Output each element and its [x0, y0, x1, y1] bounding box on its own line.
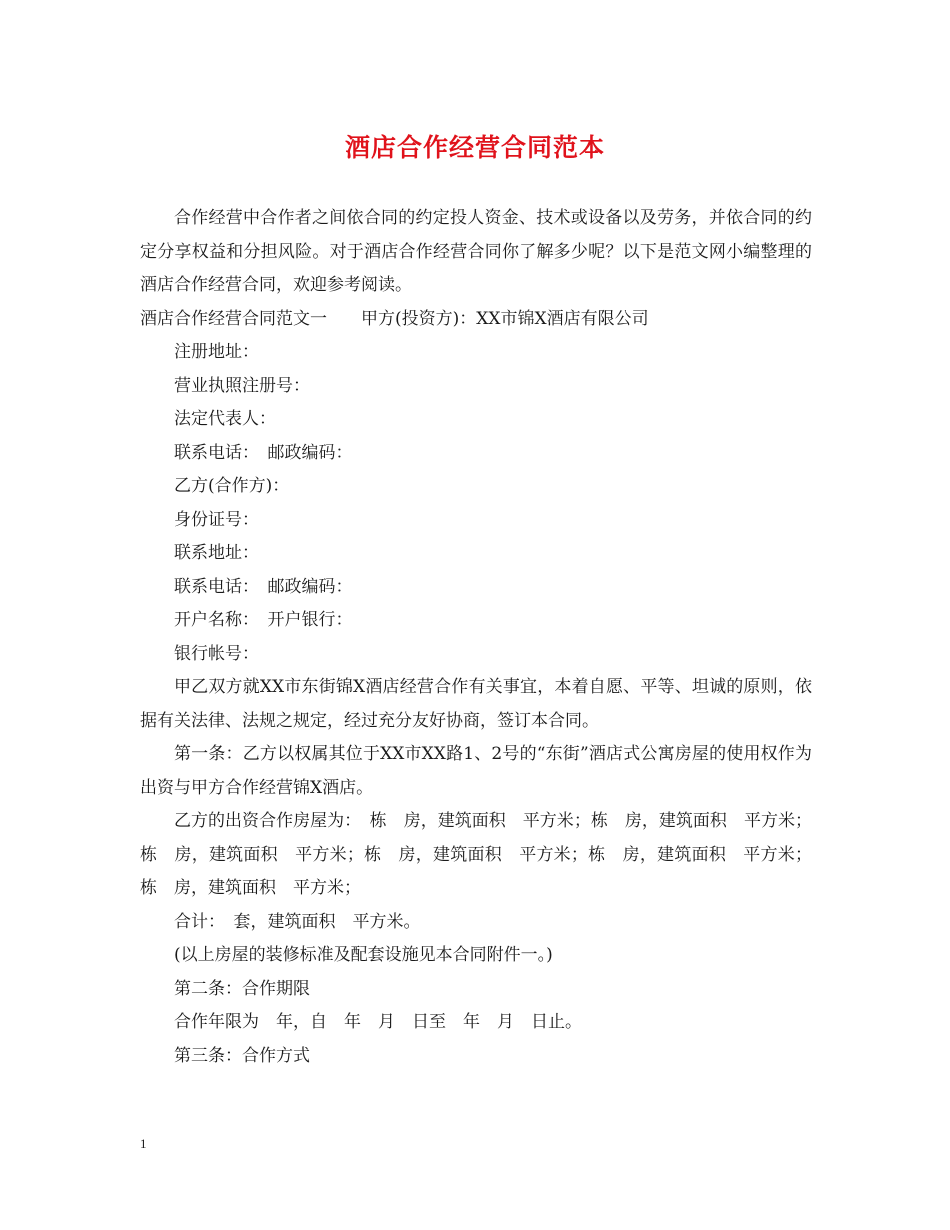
- article-3-heading: 第三条：合作方式: [174, 1045, 310, 1066]
- id-number: 身份证号：: [174, 509, 259, 530]
- legal-representative: 法定代表人：: [174, 409, 276, 429]
- business-license-number: 营业执照注册号：: [174, 375, 310, 396]
- contributed-property: 乙方的出资合作房屋为： 栋 房，建筑面积 平方米；栋 房，建筑面积 平方米；栋 房，建筑面积 平方米；栋 房，建筑面积 平方米；栋 房，建筑面积 平方米；栋 房，建筑面积 平方米；: [140, 811, 812, 898]
- document-title: 酒店合作经营合同范本: [344, 133, 605, 162]
- account-info: 开户名称： 开户银行：: [174, 610, 353, 630]
- party-b-heading: 乙方(合作方)：: [174, 476, 290, 496]
- bank-account-number: 银行帐号：: [174, 643, 259, 664]
- party-b-contact: 联系电话： 邮政编码：: [174, 576, 353, 597]
- contact-address: 联系地址：: [174, 543, 259, 563]
- party-a-heading: 酒店合作经营合同范文一 甲方(投资方)：XX市锦X酒店有限公司: [140, 308, 649, 329]
- article-1: 第一条：乙方以权属其位于XX市XX路1、2号的“东街”酒店式公寓房屋的使用权作为出资与甲方合作经营锦X酒店。: [140, 744, 812, 798]
- article-2-heading: 第二条：合作期限: [174, 978, 310, 999]
- cooperation-term: 合作年限为 年，自 年 月 日至 年 月 日止。: [174, 1012, 582, 1032]
- registered-address: 注册地址：: [174, 342, 259, 362]
- intro-paragraph: 合作经营中合作者之间依合同的约定投人资金、技术或设备以及劳务，并依合同的约定分享权益和分担风险。对于酒店合作经营合同你了解多少呢？以下是范文网小编整理的酒店合作经营合同，欢迎参考阅读。: [140, 208, 812, 295]
- preamble-paragraph: 甲乙双方就XX市东街锦X酒店经营合作有关事宜，本着自愿、平等、坦诚的原则，依据有关法律、法规之规定，经过充分友好协商，签订本合同。: [140, 677, 812, 731]
- party-a-contact: 联系电话： 邮政编码：: [174, 442, 353, 463]
- total-line: 合计： 套，建筑面积 平方米。: [174, 911, 421, 932]
- page-number: 1: [140, 1136, 147, 1151]
- document-body: [140, 202, 812, 1073]
- annex-note: (以上房屋的装修标准及配套设施见本合同附件一。): [174, 945, 553, 965]
